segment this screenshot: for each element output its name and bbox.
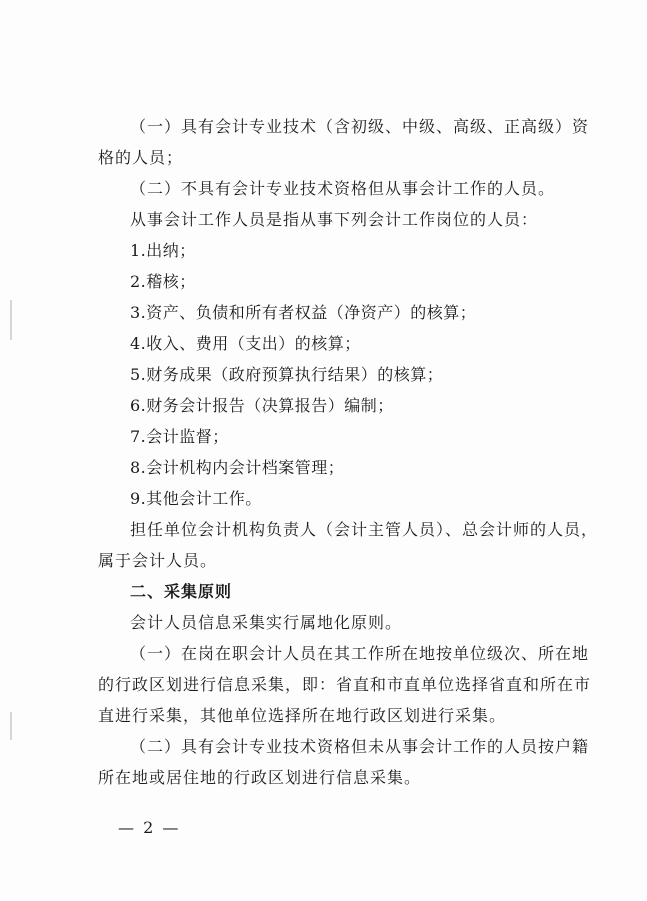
page-number: — 2 — — [118, 818, 181, 837]
paragraph-line: （一）在岗在职会计人员在其工作所在地按单位级次、所在地 — [130, 644, 590, 663]
list-item: 7.会计监督； — [130, 427, 229, 446]
list-item: 9.其他会计工作。 — [130, 489, 262, 508]
scan-edge-mark — [10, 712, 12, 740]
paragraph-line: （二）具有会计专业技术资格但未从事会计工作的人员按户籍 — [130, 737, 590, 756]
list-item: 6.财务会计报告（决算报告）编制； — [130, 396, 394, 415]
list-item: 4.收入、费用（支出）的核算； — [130, 334, 361, 353]
paragraph-line: 的行政区划进行信息采集，即：省直和市直单位选择省直和所在市 — [98, 675, 592, 694]
paragraph-line: 直进行采集，其他单位选择所在地行政区划进行采集。 — [98, 706, 507, 725]
list-item: 3.资产、负债和所有者权益（净资产）的核算； — [130, 303, 477, 322]
paragraph-line: 所在地或居住地的行政区划进行信息采集。 — [98, 768, 422, 787]
paragraph-line: （二）不具有会计专业技术资格但从事会计工作的人员。 — [130, 179, 556, 198]
list-item: 2.稽核； — [130, 272, 196, 291]
list-item: 5.财务成果（政府预算执行结果）的核算； — [130, 365, 444, 384]
paragraph-line: （一）具有会计专业技术（含初级、中级、高级、正高级）资 — [130, 117, 590, 136]
list-item: 8.会计机构内会计档案管理； — [130, 458, 345, 477]
paragraph-line: 属于会计人员。 — [98, 551, 218, 570]
paragraph-line: 格的人员； — [98, 148, 184, 167]
paragraph-line: 担任单位会计机构负责人（会计主管人员）、总会计师的人员， — [130, 520, 599, 539]
section-heading: 二、采集原则 — [130, 582, 233, 601]
paragraph-line: 会计人员信息采集实行属地化原则。 — [130, 613, 403, 632]
paragraph-line: 从事会计工作人员是指从事下列会计工作岗位的人员： — [130, 210, 539, 229]
list-item: 1.出纳； — [130, 241, 196, 260]
scan-edge-mark — [10, 300, 12, 340]
